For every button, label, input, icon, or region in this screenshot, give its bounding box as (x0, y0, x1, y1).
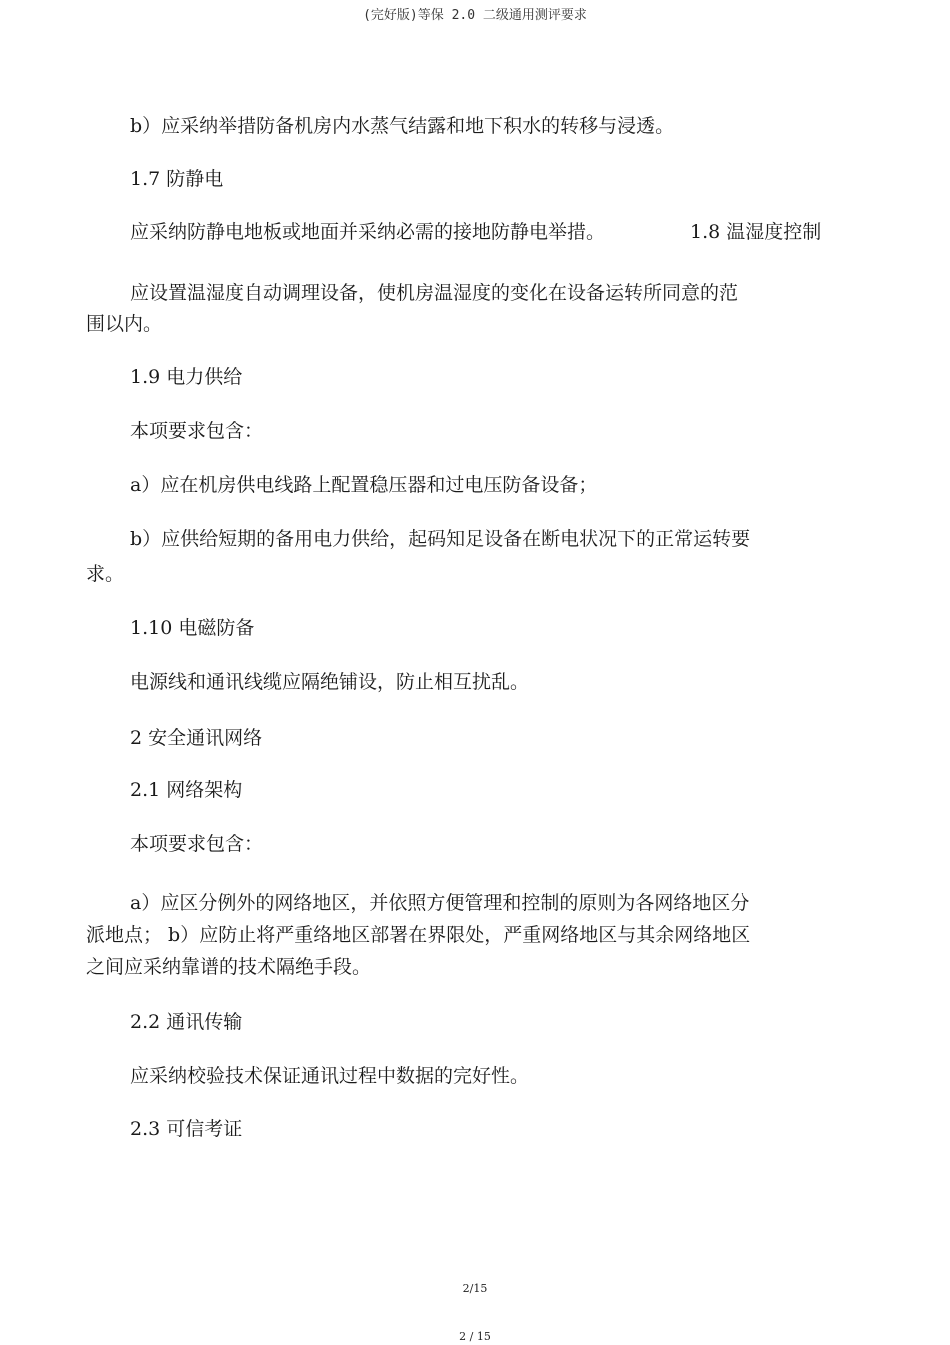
section-heading-2-3: 2.3 可信考证 (130, 1118, 243, 1140)
paragraph-emc: 电源线和通讯线缆应隔绝铺设，防止相互扰乱。 (130, 671, 530, 693)
paragraph-transmission: 应采纳校验技术保证通讯过程中数据的完好性。 (130, 1065, 530, 1087)
page-number: 2/15 (462, 1282, 488, 1295)
section-heading-1-7: 1.7 防静电 (130, 168, 224, 190)
list-item-b-power-line1: b）应供给短期的备用电力供给，起码知足设备在断电状况下的正常运转要 (130, 528, 751, 550)
section-heading-1-9: 1.9 电力供给 (130, 366, 243, 388)
paragraph-humidity-line1: 应设置温湿度自动调理设备，使机房温湿度的变化在设备运转所同意的范 (130, 282, 739, 304)
section-heading-2-2: 2.2 通讯传输 (130, 1011, 243, 1033)
paragraph-requirements-intro-2: 本项要求包含： (130, 833, 264, 855)
list-item-a-network-line1: a）应区分例外的网络地区，并依照方便管理和控制的原则为各网络地区分 (130, 892, 750, 914)
list-item-b-power-line2: 求。 (86, 563, 125, 585)
document-header-title: (完好版)等保 2.0 二级通用测评要求 (363, 8, 587, 23)
section-heading-1-10: 1.10 电磁防备 (130, 617, 255, 639)
list-item-b-network-line3: 之间应采纳靠谱的技术隔绝手段。 (86, 956, 372, 978)
paragraph-antistatic: 应采纳防静电地板或地面并采纳必需的接地防静电举措。 (130, 221, 606, 243)
page-number-bottom: 2 / 15 (459, 1330, 491, 1343)
paragraph-condensation: b）应采纳举措防备机房内水蒸气结露和地下积水的转移与浸透。 (130, 115, 675, 137)
section-heading-1-8: 1.8 温湿度控制 (690, 221, 822, 243)
list-item-a-network-line2: 派地点； b）应防止将严重络地区部署在界限处，严重网络地区与其余网络地区 (86, 924, 751, 946)
paragraph-requirements-intro: 本项要求包含： (130, 420, 264, 442)
section-heading-2-1: 2.1 网络架构 (130, 779, 243, 801)
section-heading-2: 2 安全通讯网络 (130, 727, 263, 749)
paragraph-humidity-line2: 围以内。 (86, 313, 163, 335)
list-item-a-power: a）应在机房供电线路上配置稳压器和过电压防备设备； (130, 474, 598, 496)
